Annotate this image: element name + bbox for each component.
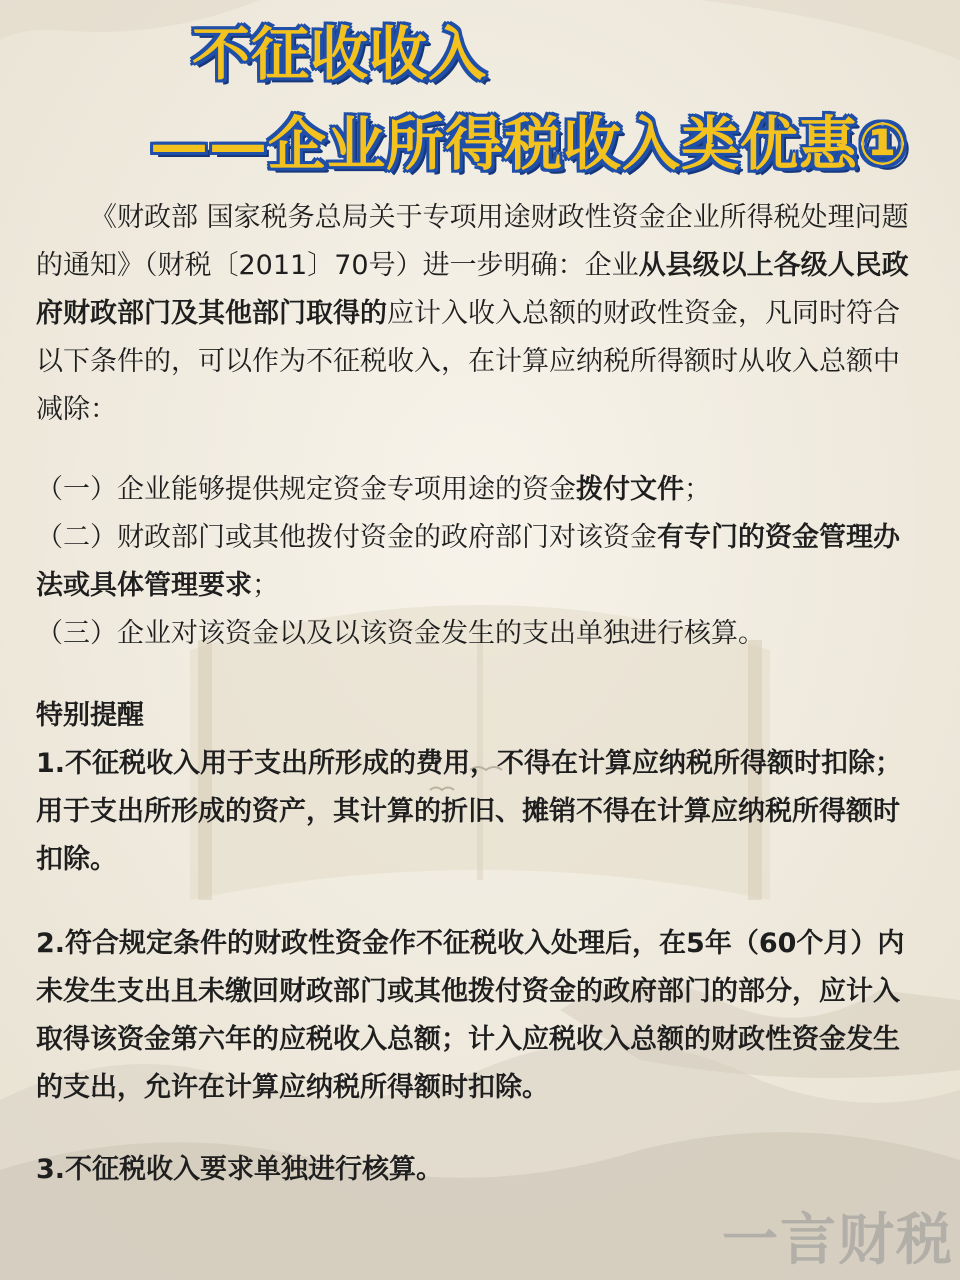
reminder-item: 2.符合规定条件的财政性资金作不征税收入处理后，在5年（60个月）内未发生支出且未缴回财政部门或其他拨付资金的政府部门的部分，应计入取得该资金第六年的应税收入总额；计入应税收入总额的财政性资金发生的支出，允许在计算应纳税所得额时扣除。	[36, 928, 905, 1103]
intro-paragraph	[36, 194, 926, 434]
intro-text-1: 《财政部 国家税务总局关于专项用途财政性资金企业所得税处理问题的通知》（财税〔2011〕70号）进一步明确：企业	[36, 202, 909, 281]
title-line-2: ——企业所得税收入类优惠①	[150, 110, 909, 178]
reminder-heading: 特别提醒	[36, 700, 144, 731]
condition-item	[36, 466, 926, 514]
watermark-brand: 一言财税	[722, 1208, 954, 1273]
title-line-1: 不征收收入	[192, 20, 488, 88]
reminder-item: 1.不征税收入用于支出所形成的费用，不得在计算应纳税所得额时扣除；用于支出所形成的资产，其计算的折旧、摊销不得在计算应纳税所得额时扣除。	[36, 748, 903, 875]
condition-item	[36, 610, 926, 658]
condition-text: （二）财政部门或其他拨付资金的政府部门对该资金	[36, 522, 657, 553]
condition-text: （三）企业对该资金以及以该资金发生的支出单独进行核算。	[36, 618, 765, 649]
condition-item	[36, 514, 926, 610]
condition-suffix: ；	[684, 474, 711, 505]
condition-bold-text: 拨付文件	[576, 474, 684, 505]
reminder-item: 3.不征税收入要求单独进行核算。	[36, 1154, 444, 1185]
intro-bold-text: 从县级以上各级人民政府财政部门及其他部门取得的	[36, 250, 909, 329]
condition-bold-text: 有专门的资金管理办法或具体管理要求	[36, 522, 900, 601]
condition-text: （一）企业能够提供规定资金专项用途的资金	[36, 474, 576, 505]
intro-text-2: 应计入收入总额的财政性资金，凡同时符合以下条件的，可以作为不征税收入，在计算应纳税所得额时从收入总额中减除：	[36, 298, 900, 425]
condition-suffix: ；	[252, 570, 279, 601]
